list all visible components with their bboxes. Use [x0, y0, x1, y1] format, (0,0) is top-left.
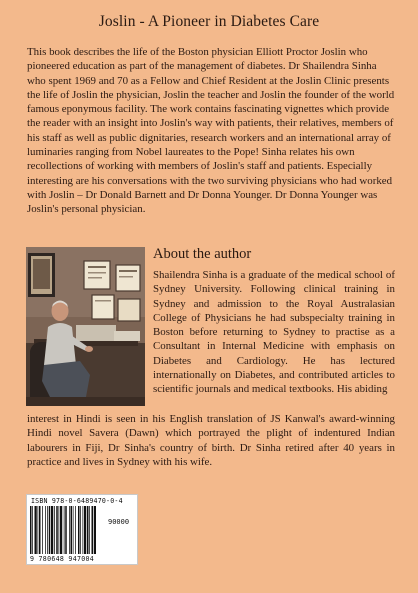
ean-barcode-bars: [30, 506, 104, 556]
author-photo-illustration: [26, 247, 145, 406]
price-code: 90000: [108, 518, 130, 526]
about-author-text-full: interest in Hindi is seen in his English translation of JS Kanwal's award-winning Hindi novel Savera (Dawn) which portrayed the plight of indentured Indian labourers in Fiji, Dr Sinha's country of birth. Dr Sinha retired after 40 years in practice and lives in Sydney with his wife.: [27, 413, 395, 468]
barcode-digits: 9 780648 947004: [30, 555, 95, 563]
book-title: Joslin - A Pioneer in Diabetes Care: [98, 13, 320, 30]
author-photo: [26, 247, 145, 406]
about-author-heading: About the author: [153, 246, 252, 262]
isbn-barcode: [26, 494, 138, 565]
isbn-number: ISBN 978-0-6489470-0-4: [31, 497, 123, 505]
book-description: This book describes the life of the Boston physician Elliott Proctor Joslin who pioneered education as part of the management of diabetes. Dr Shailendra Sinha who spent 1969 and 70 as a Fellow and Chief Resident at the Joslin Clinic presents the life of Joslin the physician, Joslin the teacher and Joslin the founder of the world famous eponymous facility. The work contains fascinating vignettes which provide the reader with an insight into Joslin's way with patients, their relatives, members of his staff as well as public dignitaries, research workers and an international array of luminaries ranging from Nobel laureates to the Pope! Sinha relates his own recollections of working with members of Joslin's staff and patients. Especially interesting are his conversations with the two surviving physicians who had worked with Joslin – Dr Donald Barnett and Dr Donna Younger. Dr Donna Younger was Joslin's personal physician.: [27, 46, 395, 216]
about-author-text-side: Shailendra Sinha is a graduate of the medical school of Sydney University. Following clinical training in Sydney and admission to the Royal Australasian College of Physicians he had subspecialty training in Boston before returning to Sydney to practise as a Consultant in Internal Medicine with emphasis on Diabetes and Cardiology. He has lectured internationally on Diabetes, and contributed articles to scientific journals and medical textbooks. His abiding: [153, 269, 395, 396]
